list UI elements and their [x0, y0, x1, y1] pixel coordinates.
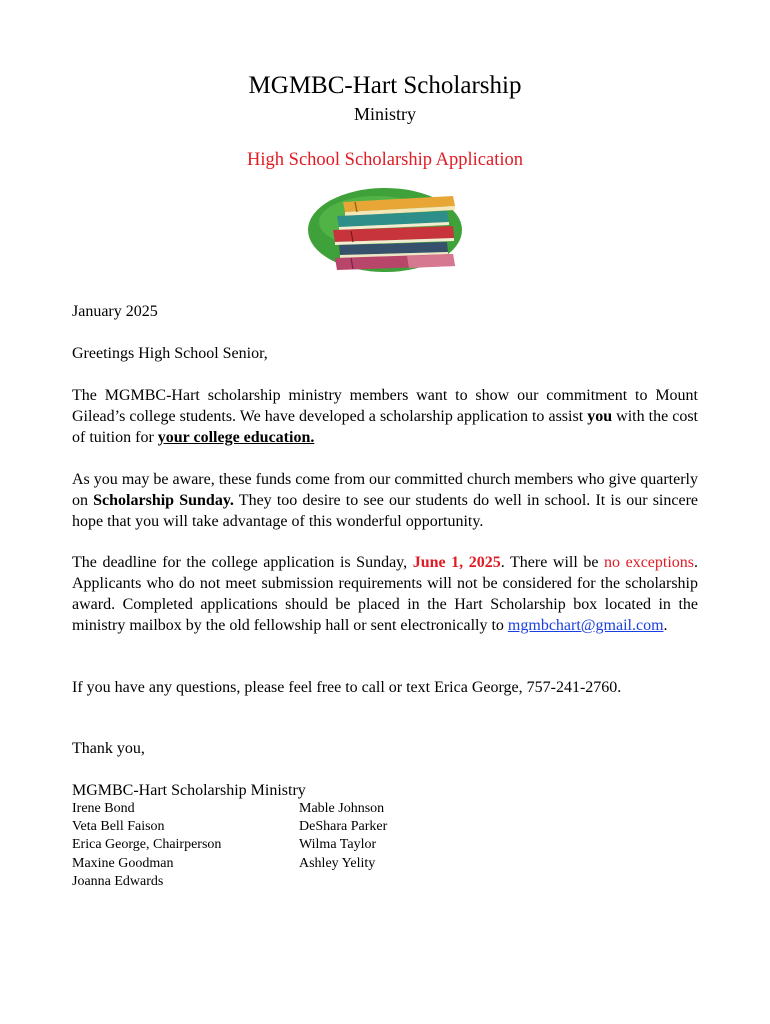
letter-greeting: Greetings High School Senior,	[72, 345, 268, 362]
member-name: Wilma Taylor	[299, 837, 377, 853]
para3-end-text: .	[663, 617, 668, 634]
member-name: DeShara Parker	[299, 819, 388, 835]
para3-mid-text: . There will be	[500, 554, 605, 571]
member-name: Mable Johnson	[299, 801, 385, 816]
para2-intro-text: As you may be aware, these funds come from our committed church members who give quarterly on	[72, 471, 698, 509]
members-column-right	[299, 800, 519, 873]
member-name: Erica George, Chairperson	[72, 837, 222, 853]
paragraph-deadline	[72, 552, 698, 636]
paragraph-contact: If you have any questions, please feel free to call or text Erica George, 757-241-2760.	[72, 679, 622, 696]
member-name: Ashley Yelity	[299, 855, 376, 871]
email-link[interactable]: mgmbchart@gmail.com	[507, 617, 664, 634]
para1-you-emphasis: you	[587, 408, 613, 425]
deadline-date: June 1, 2025	[412, 554, 501, 571]
member-name: Irene Bond	[72, 801, 135, 816]
para1-middle-text: with the cost of tuition for	[72, 408, 699, 446]
stack-of-books-illustration	[307, 184, 465, 276]
no-exceptions-warning: no exceptions	[604, 554, 695, 571]
member-name: Maxine Goodman	[72, 855, 174, 871]
paragraph-funds	[72, 469, 698, 532]
page-subtitle: Ministry	[353, 104, 416, 124]
para3-intro-text: The deadline for the college application is Sunday,	[72, 554, 413, 571]
para2-rest-text: They too desire to see our students do well in school. It is our sincere hope that you will take advantage of this wonderful opportunity.	[72, 492, 698, 530]
page-title: MGMBC-Hart Scholarship	[248, 72, 522, 99]
para2-scholarship-sunday: Scholarship Sunday.	[93, 492, 234, 509]
closing-thanks: Thank you,	[72, 740, 145, 757]
letter-date: January 2025	[72, 303, 158, 320]
signoff-ministry: MGMBC-Hart Scholarship Ministry	[72, 782, 306, 799]
members-column-left	[72, 800, 292, 891]
member-name: Veta Bell Faison	[72, 819, 165, 835]
para1-college-education-emphasis: your college education.	[157, 429, 315, 446]
paragraph-commitment	[72, 385, 698, 448]
para3-rest-text: . Applicants who do not meet submission requirements will not be considered for the scholarship award. Completed applications should be placed in the Hart Scholarship box located in the ministry mailbox by the old fellowship hall or sent electronically to	[72, 554, 699, 634]
application-heading: High School Scholarship Application	[247, 150, 523, 170]
para1-intro-text: The MGMBC-Hart scholarship ministry members want to show our commitment to Mount Gilead’s college students. We have developed a scholarship application to assist	[72, 387, 698, 425]
member-name: Joanna Edwards	[72, 873, 164, 889]
